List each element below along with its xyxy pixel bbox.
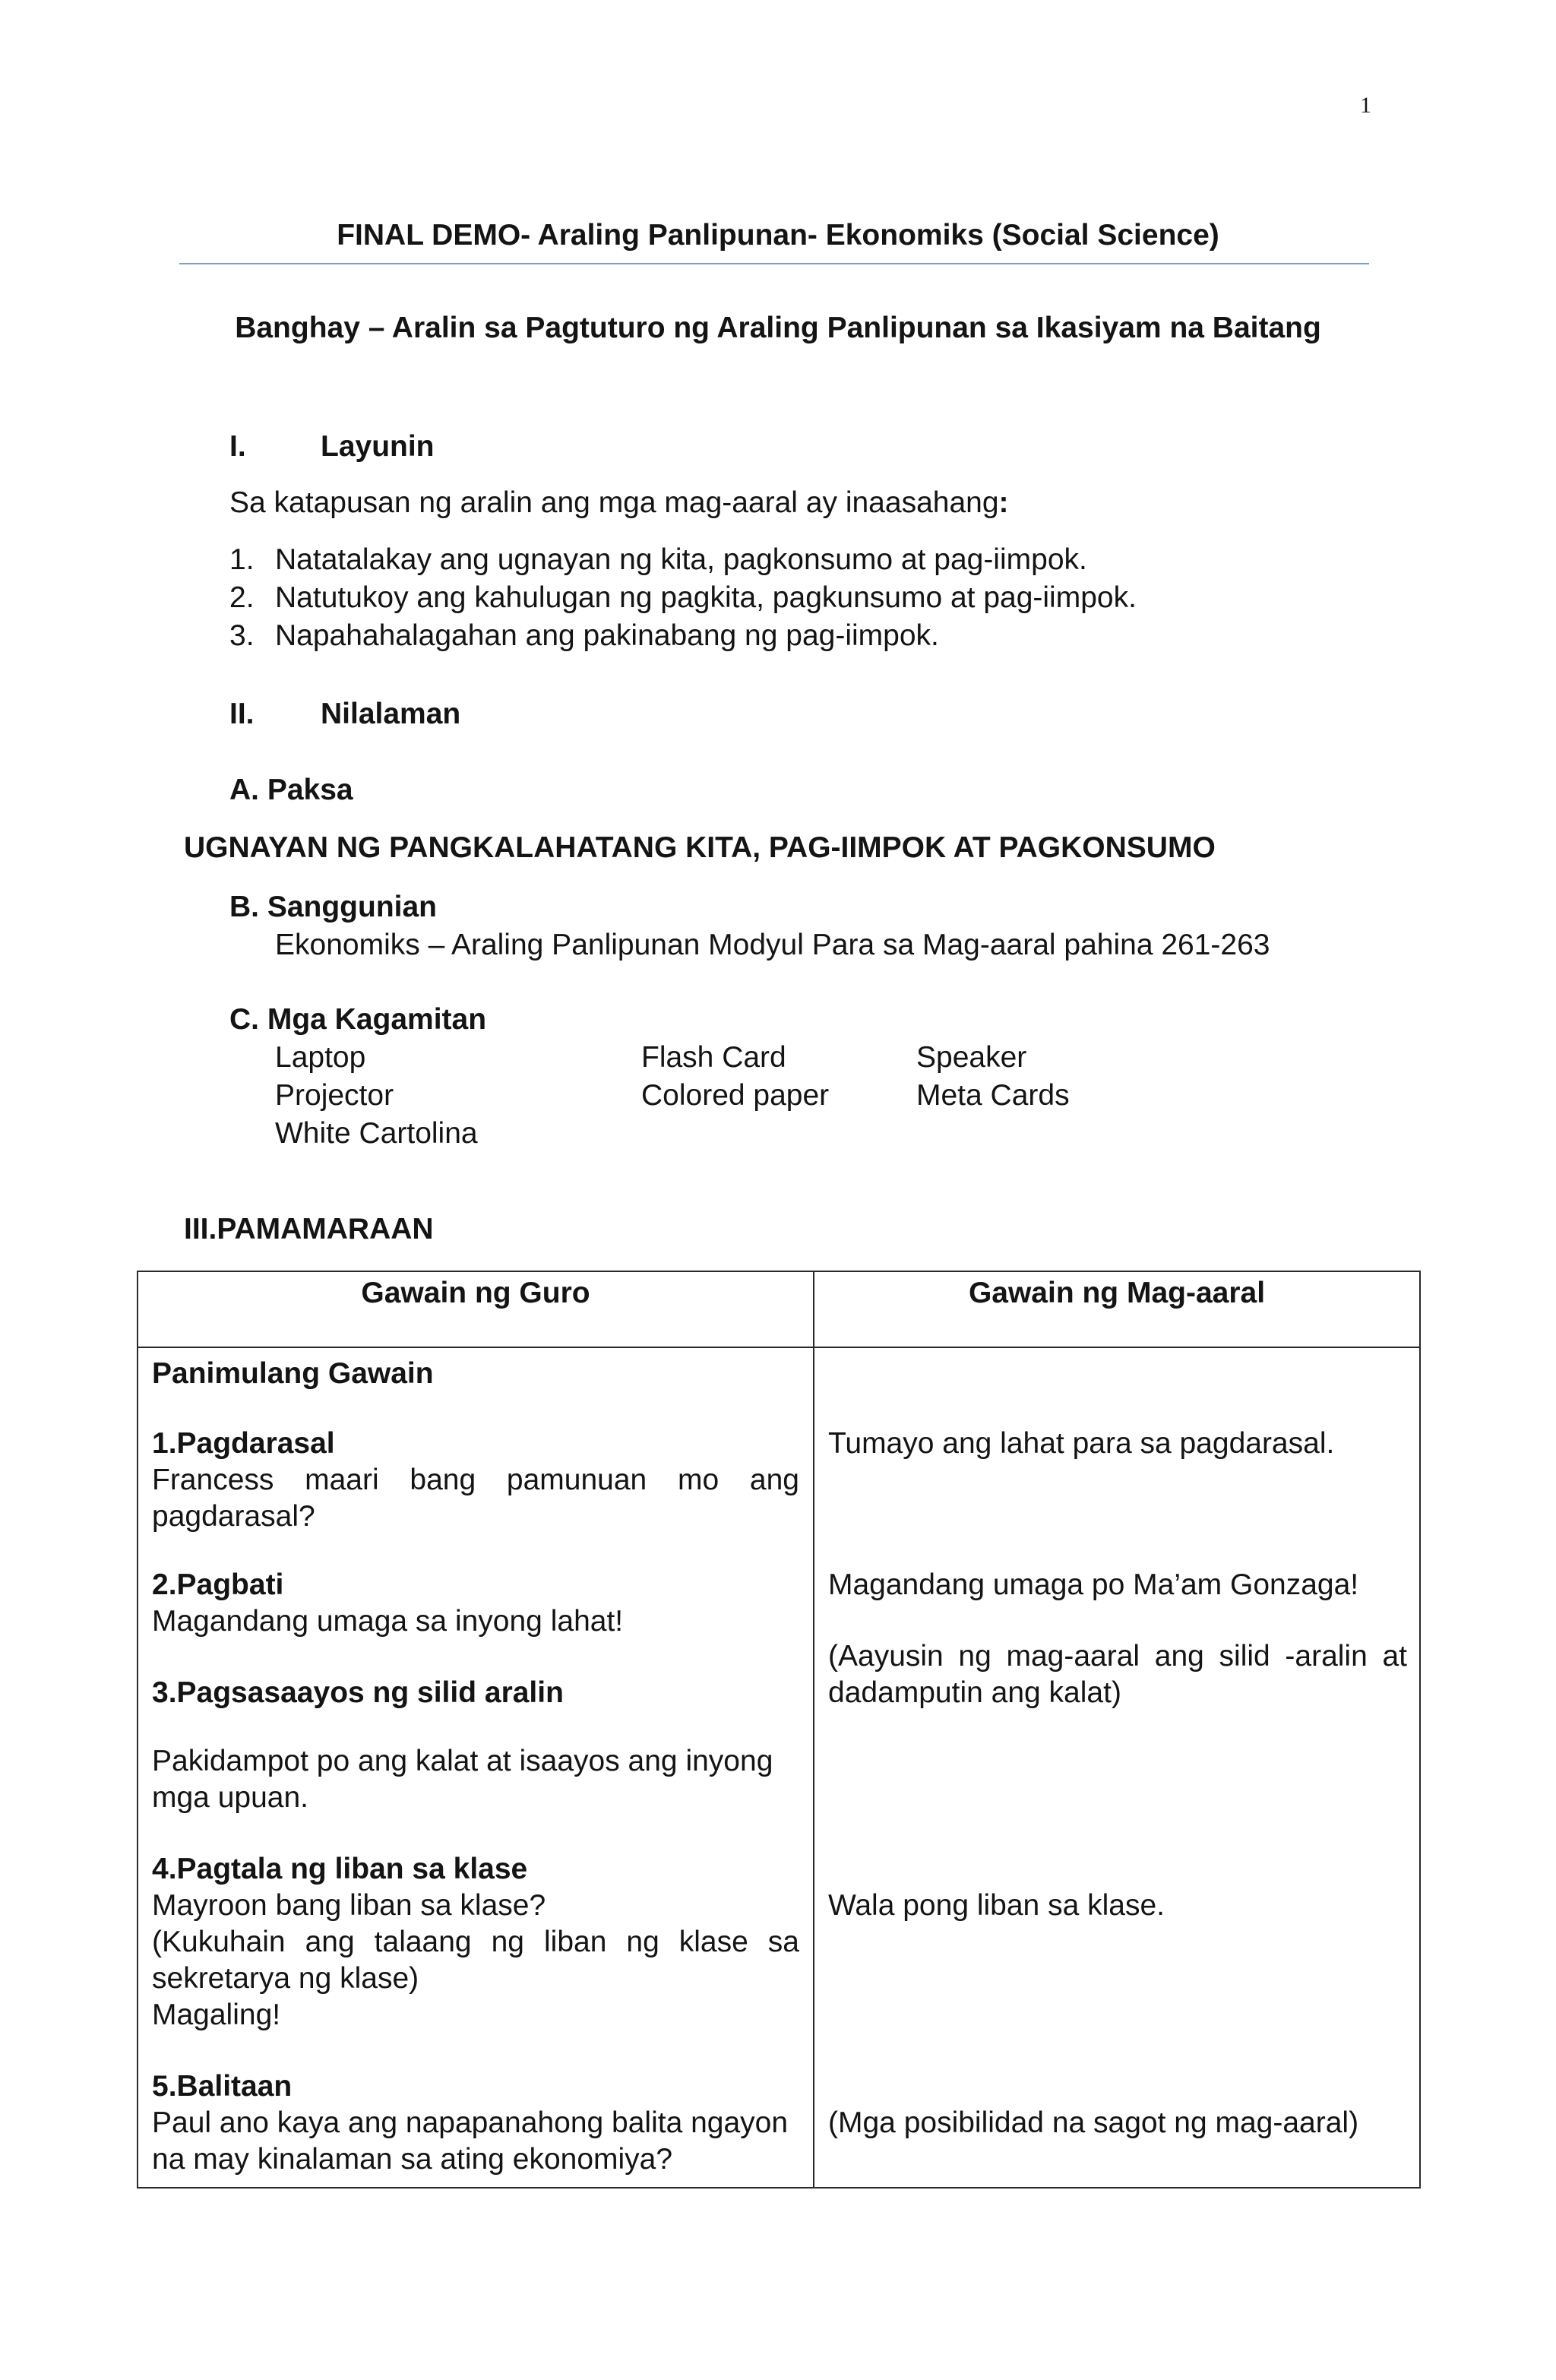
procedure-table — [137, 1271, 1421, 2189]
subsection-c-heading: C. Mga Kagamitan — [229, 1003, 487, 1036]
pagdarasal-text-line1: Francess maari bang pamunuan mo ang — [152, 1464, 799, 1496]
material-item: Flash Card — [641, 1041, 786, 1074]
student-activity-cell — [814, 1347, 1420, 2188]
material-item: White Cartolina — [275, 1117, 478, 1150]
list-item: 3. Napahahalagahan ang pakinabang ng pag-iimpok. — [229, 619, 939, 652]
teacher-activity-cell — [138, 1347, 814, 2188]
table-header-row — [138, 1271, 1420, 1347]
header-title: FINAL DEMO- Araling Panlipunan- Ekonomiks (Social Science) — [337, 219, 1219, 252]
objectives-intro: Sa katapusan ng aralin ang mga mag-aaral ay inaasahang: — [229, 486, 1009, 519]
balitaan-heading: 5.Balitaan — [152, 2070, 293, 2103]
section-3-heading: III.PAMAMARAAN — [184, 1213, 434, 1245]
materials-grid — [275, 1039, 1144, 1153]
pagdarasal-response: Tumayo ang lahat para sa pagdarasal. — [828, 1427, 1335, 1460]
material-item: Projector — [275, 1079, 394, 1112]
pagsasaayos-heading: 3.Pagsasaayos ng silid aralin — [152, 1676, 564, 1709]
table-row — [138, 1347, 1420, 2188]
list-item: 1. Natatalakay ang ugnayan ng kita, pagkonsumo at pag-iimpok. — [229, 543, 1087, 576]
list-item: 2. Natutukoy ang kahulugan ng pagkita, pagkunsumo at pag-iimpok. — [229, 581, 1137, 614]
material-item: Laptop — [275, 1041, 366, 1074]
panimula-heading: Panimulang Gawain — [152, 1357, 434, 1390]
pagtala-praise: Magaling! — [152, 1999, 281, 2031]
section-1-heading: Layunin — [321, 430, 435, 463]
pagtala-text-line2: sekretarya ng klase) — [152, 1962, 419, 1995]
material-item: Meta Cards — [916, 1079, 1070, 1112]
material-item: Colored paper — [641, 1079, 830, 1112]
pagsasaayos-text-line2: mga upuan. — [152, 1781, 308, 1814]
page-number: 1 — [1360, 93, 1371, 118]
balitaan-text-line2: na may kinalaman sa ating ekonomiya? — [152, 2143, 673, 2176]
aayusin-response-line2: dadamputin ang kalat) — [828, 1676, 1121, 1709]
pagtala-heading: 4.Pagtala ng liban sa klase — [152, 1853, 528, 1885]
material-item — [916, 1115, 1144, 1153]
pagsasaayos-text-line1: Pakidampot po ang kalat at isaayos ang inyong — [152, 1745, 773, 1777]
section-2-heading: Nilalaman — [321, 698, 461, 730]
subsection-a-heading: A. Paksa — [229, 774, 353, 806]
pagbati-text: Magandang umaga sa inyong lahat! — [152, 1605, 624, 1638]
pagdarasal-text-line2: pagdarasal? — [152, 1500, 315, 1533]
material-item: Speaker — [916, 1041, 1027, 1074]
reference-text: Ekonomiks – Araling Panlipunan Modyul Para sa Mag-aaral pahina 261-263 — [275, 929, 1270, 961]
aayusin-response-line1: (Aayusin ng mag-aaral ang silid -aralin at — [828, 1640, 1407, 1673]
pagbati-response: Magandang umaga po Ma’am Gonzaga! — [828, 1568, 1359, 1601]
header-student-activity: Gawain ng Mag-aaral — [814, 1271, 1420, 1347]
topic-title: UGNAYAN NG PANGKALAHATANG KITA, PAG-IIMPOK AT PAGKONSUMO — [184, 831, 1216, 864]
header-rule — [179, 263, 1369, 264]
pagbati-heading: 2.Pagbati — [152, 1568, 284, 1601]
section-1-number: I. — [229, 430, 246, 463]
liban-response: Wala pong liban sa klase. — [828, 1889, 1165, 1922]
section-2-number: II. — [229, 698, 255, 730]
material-item — [641, 1115, 916, 1153]
document-title: Banghay – Aralin sa Pagtuturo ng Araling Panlipunan sa Ikasiyam na Baitang — [235, 312, 1321, 344]
pagdarasal-heading: 1.Pagdarasal — [152, 1427, 335, 1460]
pagtala-text-line1: (Kukuhain ang talaang ng liban ng klase sa — [152, 1926, 799, 1958]
subsection-b-heading: B. Sanggunian — [229, 891, 437, 923]
objectives-list — [229, 541, 1137, 655]
pagtala-question: Mayroon bang liban sa klase? — [152, 1889, 546, 1922]
balitaan-text-line1: Paul ano kaya ang napapanahong balita ngayon — [152, 2106, 789, 2139]
balitaan-response: (Mga posibilidad na sagot ng mag-aaral) — [828, 2106, 1359, 2139]
header-teacher-activity: Gawain ng Guro — [138, 1271, 814, 1347]
